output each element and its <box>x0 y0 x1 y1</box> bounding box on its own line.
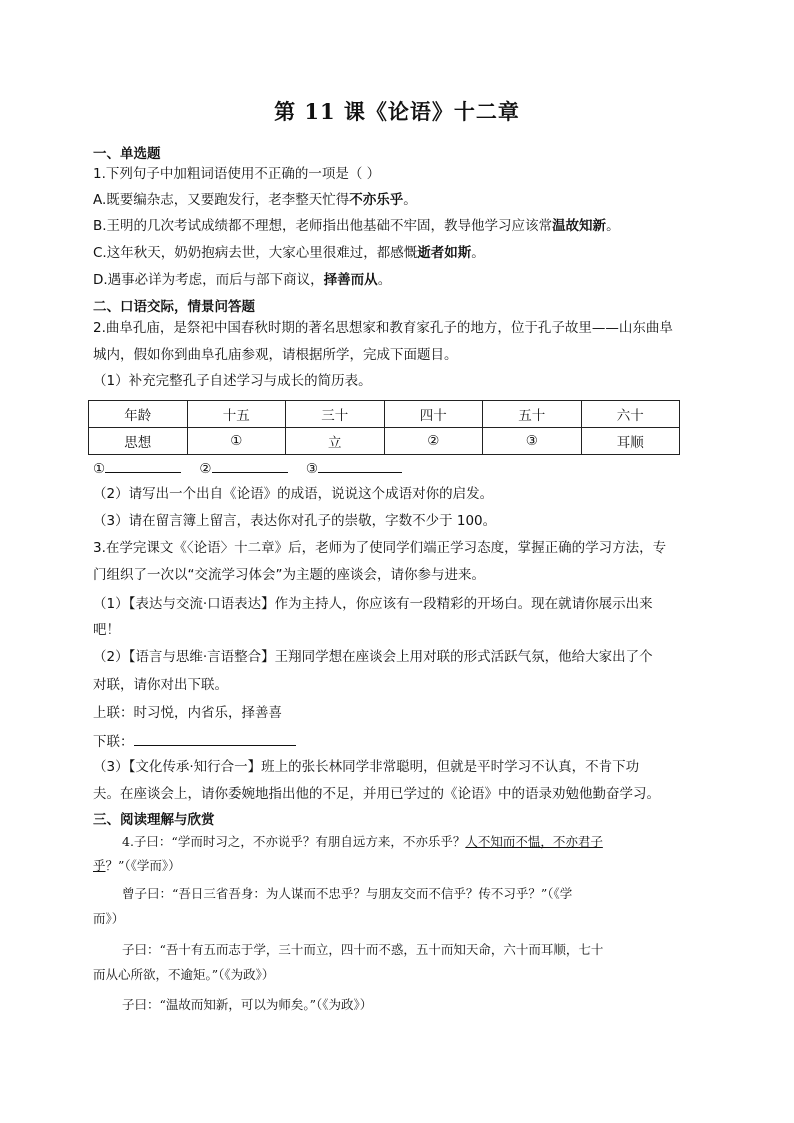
couplet-answer-blank[interactable] <box>134 731 296 746</box>
option-text: 。 <box>606 218 620 234</box>
section-heading-oral: 二、口语交际，情景问答题 <box>93 299 255 315</box>
q1-stem: 1.下列句子中加粗词语使用不正确的一项是（ ） <box>93 166 381 182</box>
classical-line <box>93 857 181 875</box>
table-cell: ① <box>187 428 286 455</box>
option-text: A.既要编杂志，又要跑发行，老李整天忙得 <box>93 192 350 208</box>
couplet-upper: 上联：时习悦，内省乐，择善喜 <box>93 705 282 721</box>
q3-part2-line2: 对联，请你对出下联。 <box>93 677 228 693</box>
classical-line: 子曰：“吾十有五而志于学，三十而立，四十而不惑，五十而知天命，六十而耳顺，七十 <box>122 942 604 957</box>
table-cell: 耳顺 <box>581 428 680 455</box>
option-text: 。 <box>471 245 485 261</box>
answer-blank[interactable] <box>105 458 181 473</box>
classical-line: 曾子曰：“吾日三省吾身：为人谋而不忠乎？与朋友交而不信乎？传不习乎？”（《学 <box>122 886 573 901</box>
underlined-text: 人不知而不愠，不亦君子 <box>465 834 603 849</box>
table-cell: 五十 <box>483 401 582 428</box>
table-cell: 立 <box>286 428 385 455</box>
classical-text: 4.子曰：“学而时习之，不亦说乎？有朋自远方来，不亦乐乎？ <box>122 834 466 849</box>
option-text: B.王明的几次考试成绩都不理想，老师指出他基础不牢固，教导他学习应该常 <box>93 218 553 234</box>
couplet-lower-label: 下联： <box>93 734 134 750</box>
section-heading-single-choice: 一、单选题 <box>93 146 161 162</box>
option-text: D.遇事必详为考虑，而后与部下商议， <box>93 272 324 288</box>
q2-stem-line1: 2.曲阜孔庙，是祭祀中国春秋时期的著名思想家和教育家孔子的地方，位于孔子故里——山东曲阜 <box>93 320 673 336</box>
classical-line: 而从心所欲，不逾矩。”（《为政》） <box>93 967 275 982</box>
table-cell: 思想 <box>89 428 188 455</box>
q3-stem-line1: 3.在学完课文《〈论语〉十二章》后，老师为了使同学们端正学习态度，掌握正确的学习方法，专 <box>93 540 667 556</box>
blank-label: ② <box>199 461 212 477</box>
bold-term: 温故知新 <box>552 218 607 234</box>
couplet-lower <box>93 731 296 751</box>
underlined-text: 乎 <box>93 858 106 873</box>
answer-blanks <box>93 458 416 478</box>
q1-option-a <box>93 191 417 209</box>
page-title: 第 11 课《论语》十二章 <box>274 99 520 124</box>
resume-table <box>88 400 680 455</box>
q1-option-c <box>93 244 485 262</box>
classical-line: 而》） <box>93 911 125 926</box>
q3-stem-line2: 门组织了一次以“交流学习体会”为主题的座谈会，请你参与进来。 <box>93 567 485 583</box>
option-text: 。 <box>377 272 392 288</box>
q2-part1: （1）补充完整孔子自述学习与成长的简历表。 <box>93 373 372 389</box>
option-text: 。 <box>403 192 417 208</box>
table-row <box>89 428 680 455</box>
q1-option-d <box>93 271 391 289</box>
table-row <box>89 401 680 428</box>
bold-term: 逝者如斯 <box>417 245 472 261</box>
q1-option-b <box>93 217 620 235</box>
table-cell: 三十 <box>286 401 385 428</box>
table-cell: 十五 <box>187 401 286 428</box>
table-cell: 六十 <box>581 401 680 428</box>
answer-blank[interactable] <box>212 458 288 473</box>
q3-part1-line1: （1）【表达与交流·口语表达】作为主持人，你应该有一段精彩的开场白。现在就请你展示出来 <box>93 596 653 612</box>
table-cell: 年龄 <box>89 401 188 428</box>
bold-term: 不亦乐乎 <box>349 192 404 208</box>
bold-term: 择善而从 <box>323 272 378 288</box>
q3-part1-line2: 吧！ <box>93 622 120 638</box>
classical-line: 子曰：“温故而知新，可以为师矣。”（《为政》） <box>122 997 373 1012</box>
q2-stem-line2: 城内，假如你到曲阜孔庙参观，请根据所学，完成下面题目。 <box>93 347 458 363</box>
option-text: C.这年秋天，奶奶抱病去世，大家心里很难过，都感慨 <box>93 245 418 261</box>
q2-part3: （3）请在留言簿上留言，表达你对孔子的崇敬，字数不少于 100。 <box>93 513 497 529</box>
q3-part3-line1: （3）【文化传承·知行合一】班上的张长林同学非常聪明，但就是平时学习不认真，不肯下功 <box>93 759 640 775</box>
classical-line <box>122 833 603 851</box>
table-cell: ② <box>384 428 483 455</box>
q3-part2-line1: （2）【语言与思维·言语整合】王翔同学想在座谈会上用对联的形式活跃气氛，他给大家出了个 <box>93 649 653 665</box>
q2-part2: （2）请写出一个出自《论语》的成语，说说这个成语对你的启发。 <box>93 486 494 502</box>
q3-part3-line2: 夫。在座谈会上，请你委婉地指出他的不足，并用已学过的《论语》中的语录劝勉他勤奋学习。 <box>93 786 660 802</box>
answer-blank[interactable] <box>318 458 402 473</box>
blank-label: ① <box>93 461 106 477</box>
classical-text: ？”（《学而》） <box>105 858 181 873</box>
table-cell: ③ <box>483 428 582 455</box>
section-heading-reading: 三、阅读理解与欣赏 <box>93 812 215 828</box>
table-cell: 四十 <box>384 401 483 428</box>
blank-label: ③ <box>305 461 318 477</box>
